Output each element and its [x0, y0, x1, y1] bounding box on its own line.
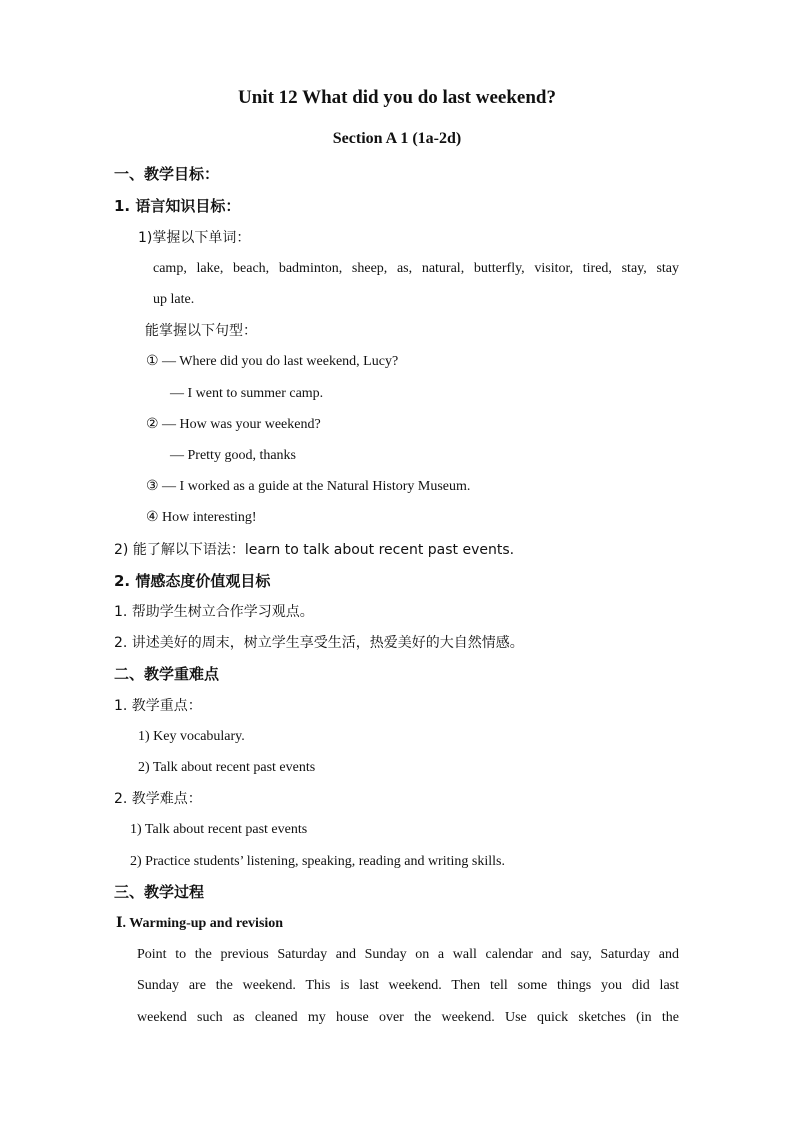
sentence-pattern: ③ — I worked as a guide at the Natural History Museum.: [146, 479, 471, 494]
vocabulary-line: camp, lake, beach, badminton, sheep, as, natural, butterfly, visitor, tired, stay, stay: [153, 261, 679, 276]
sentence-pattern: ① — Where did you do last weekend, Lucy?: [146, 354, 399, 369]
document-subtitle: Section A 1 (1a-2d): [332, 130, 462, 147]
sentence-pattern: — I went to summer camp.: [170, 386, 324, 401]
document-title: Unit 12 What did you do last weekend?: [238, 87, 556, 108]
sentence-pattern: ② — How was your weekend?: [146, 417, 321, 432]
subsection-heading-knowledge: 1. 语言知识目标：: [114, 197, 241, 215]
key-point-item: 1) Key vocabulary.: [138, 729, 245, 744]
sentence-pattern: ④ How interesting!: [146, 510, 257, 525]
subsection-heading-attitude: 2. 情感态度价值观目标: [114, 572, 271, 590]
paragraph-line: Point to the previous Saturday and Sunday on a wall calendar and say, Saturday and: [137, 947, 679, 962]
attitude-item: 2. 讲述美好的周末，树立学生享受生活，热爱美好的大自然情感。: [114, 635, 524, 651]
paragraph-line: weekend such as cleaned my house over the weekend. Use quick sketches (in the: [137, 1010, 679, 1025]
difficult-point-item: 1) Talk about recent past events: [130, 822, 308, 837]
sentence-pattern: — Pretty good, thanks: [170, 448, 296, 463]
section-heading-key-points: 二、教学重难点: [114, 665, 220, 683]
attitude-item: 1. 帮助学生树立合作学习观点。: [114, 604, 314, 620]
grammar-objective: 2) 能了解以下语法：learn to talk about recent past events.: [114, 542, 515, 558]
sentences-intro: 能掌握以下句型：: [145, 323, 257, 339]
section-heading-objectives: 一、教学目标：: [114, 165, 220, 183]
key-points-heading: 1. 教学重点：: [114, 698, 202, 714]
section-heading-process: 三、教学过程: [114, 883, 205, 901]
step-heading: Ⅰ. Warming-up and revision: [116, 916, 284, 931]
paragraph-line: Sunday are the weekend. This is last weekend. Then tell some things you did last: [137, 978, 679, 993]
difficult-point-item: 2) Practice students’ listening, speaking, reading and writing skills.: [130, 854, 505, 869]
vocabulary-line: up late.: [153, 292, 195, 307]
words-intro: 1)掌握以下单词：: [138, 230, 251, 246]
difficult-points-heading: 2. 教学难点：: [114, 791, 202, 807]
key-point-item: 2) Talk about recent past events: [138, 760, 316, 775]
